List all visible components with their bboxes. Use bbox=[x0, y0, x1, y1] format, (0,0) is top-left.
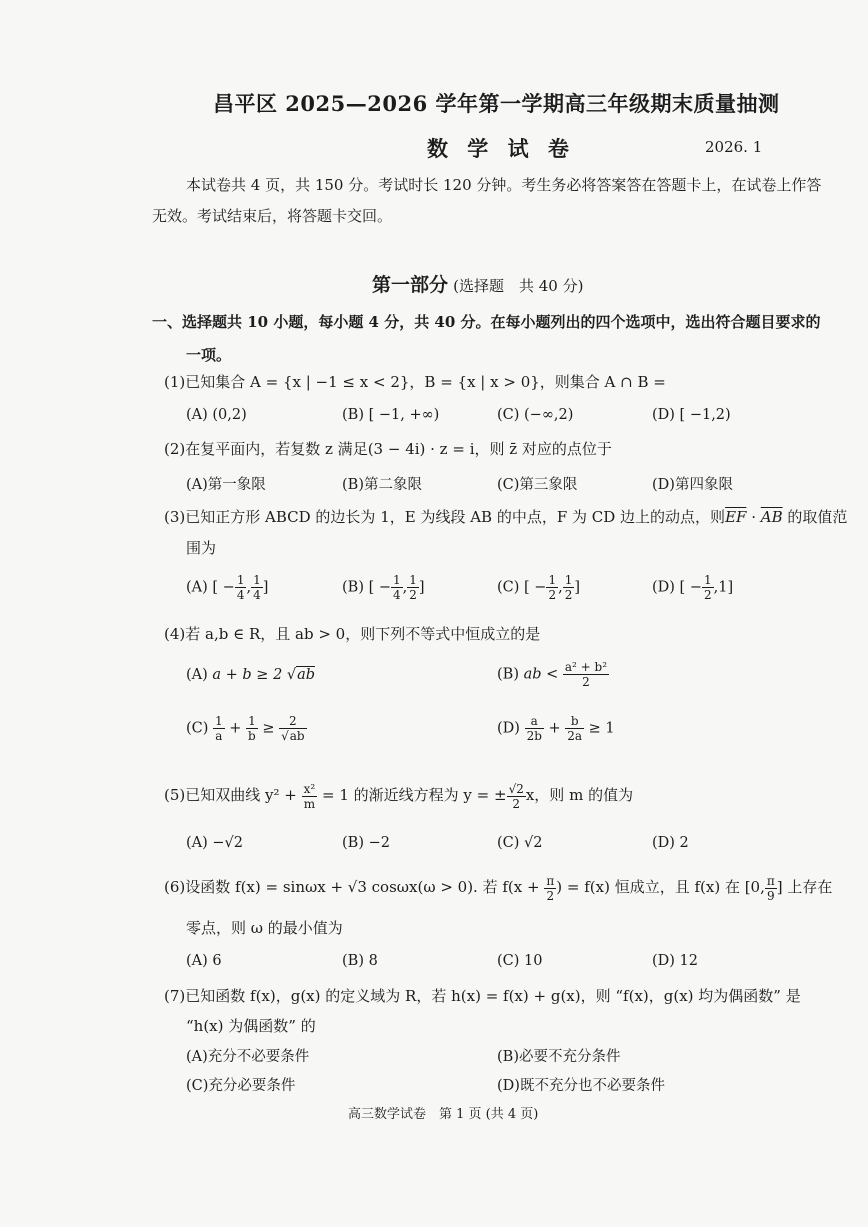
question-7-stem-2: “h(x) 为偶函数” 的 bbox=[186, 1017, 316, 1035]
q4-option-b: (B) ab < $\frac{\text{a² + b²}}{2}$ bbox=[497, 660, 608, 689]
q7-option-d: (D)既不充分也不必要条件 bbox=[497, 1078, 665, 1094]
q6-option-b: (B) 8 bbox=[342, 953, 378, 969]
q3-option-d: (D) [ − $\frac{1}{2}$ ,1] bbox=[652, 573, 734, 602]
question-5-stem: (5)已知双曲线 y² + $\frac{\text{x²}}{m}$ = 1 的渐近线方程为 y = ± $\frac{√2}{2}$ x，则 m 的值为 bbox=[164, 781, 634, 811]
q5-option-b: (B) −2 bbox=[342, 835, 390, 851]
q2-option-b: (B)第二象限 bbox=[342, 477, 422, 493]
q3-option-a: (A) [ − $\frac{1}{4}$ , $\frac{1}{4}$ ] bbox=[186, 573, 269, 602]
q7-option-a: (A)充分不必要条件 bbox=[186, 1049, 310, 1065]
part-heading bbox=[372, 270, 583, 297]
q3-dot: · bbox=[746, 508, 761, 526]
q7-option-b: (B)必要不充分条件 bbox=[497, 1049, 621, 1065]
q3-option-c: (C) [ − $\frac{1}{2}$ , $\frac{1}{2}$ ] bbox=[497, 573, 581, 602]
page-footer: 高三数学试卷 第 1 页 (共 4 页) bbox=[348, 1107, 539, 1122]
q5-option-d: (D) 2 bbox=[652, 835, 689, 851]
q7-option-c: (C)充分必要条件 bbox=[186, 1078, 296, 1094]
question-2-stem: (2)在复平面内，若复数 z 满足(3 − 4i) · z = i，则 z̄ 对应的点位于 bbox=[164, 440, 612, 458]
q3-stem-end: 的取值范 bbox=[782, 508, 848, 526]
q1-option-d: (D) [ −1,2) bbox=[652, 407, 731, 423]
section-instruction-2: 一项。 bbox=[186, 346, 232, 364]
question-6-stem-1: (6)设函数 f(x) = sinωx + √3 cosωx(ω > 0). 若 f(x + $\frac{\pi}{2}$ ) = f(x) 恒成立，且 f(x) 在 [0, $\frac{\pi}{9}$ ] 上存在 bbox=[164, 873, 833, 903]
q6-option-d: (D) 12 bbox=[652, 953, 698, 969]
q6-option-c: (C) 10 bbox=[497, 953, 543, 969]
q2-option-c: (C)第三象限 bbox=[497, 477, 578, 493]
q3-vector-ab: $\overline{AB}$ bbox=[760, 508, 783, 526]
q4-option-d: (D) $\frac{a}{2b}$ + $\frac{b}{2a}$ ≥ 1 bbox=[497, 714, 615, 743]
question-3-stem-1 bbox=[164, 500, 847, 534]
q1-option-c: (C) (−∞,2) bbox=[497, 407, 574, 423]
section-instruction-1: 一、选择题共 10 小题，每小题 4 分，共 40 分。在每小题列出的四个选项中，选出符合题目要求的 bbox=[152, 313, 821, 331]
q5-option-a: (A) −√2 bbox=[186, 835, 244, 851]
question-3-stem-2: 围为 bbox=[186, 539, 217, 557]
q2-option-a: (A)第一象限 bbox=[186, 477, 266, 493]
question-7-stem-1: (7)已知函数 f(x)，g(x) 的定义域为 R，若 h(x) = f(x) + g(x)，则 “f(x)，g(x) 均为偶函数” 是 bbox=[164, 987, 801, 1005]
question-4-stem: (4)若 a,b ∈ R，且 ab > 0，则下列不等式中恒成立的是 bbox=[164, 625, 541, 643]
exam-date: 2026. 1 bbox=[705, 138, 763, 156]
q4-option-c: (C) $\frac{1}{a}$ + $\frac{1}{b}$ ≥ $\frac{2}{√ab}$ bbox=[186, 714, 305, 743]
intro-line-1: 本试卷共 4 页，共 150 分。考试时长 120 分钟。考生务必将答案答在答题卡上，在试卷上作答 bbox=[186, 176, 822, 194]
question-6-stem-2: 零点，则 ω 的最小值为 bbox=[186, 919, 343, 937]
exam-subtitle: 数 学 试 卷 bbox=[427, 136, 575, 161]
part-title: 第一部分 bbox=[372, 274, 449, 296]
exam-title: 昌平区 2025—2026 学年第一学期高三年级期末质量抽测 bbox=[213, 91, 780, 116]
question-1-stem: (1)已知集合 A = {x | −1 ≤ x < 2}，B = {x | x > 0}，则集合 A ∩ B = bbox=[164, 373, 666, 391]
q2-option-d: (D)第四象限 bbox=[652, 477, 733, 493]
q5-option-c: (C) √2 bbox=[497, 835, 543, 851]
q3-stem-text: (3)已知正方形 ABCD 的边长为 1，E 为线段 AB 的中点，F 为 CD 边上的动点，则 bbox=[164, 508, 726, 526]
q1-option-b: (B) [ −1, +∞) bbox=[342, 407, 440, 423]
q4-option-a: (A) a + b ≥ 2 √ab bbox=[186, 667, 316, 683]
q6-option-a: (A) 6 bbox=[186, 953, 222, 969]
intro-line-2: 无效。考试结束后，将答题卡交回。 bbox=[152, 207, 393, 225]
part-note: (选择题 共 40 分) bbox=[453, 277, 584, 295]
q3-option-b: (B) [ − $\frac{1}{4}$ , $\frac{1}{2}$ ] bbox=[342, 573, 425, 602]
q3-vector-ef: $\overline{EF}$ bbox=[725, 508, 747, 526]
q1-option-a: (A) (0,2) bbox=[186, 407, 247, 423]
